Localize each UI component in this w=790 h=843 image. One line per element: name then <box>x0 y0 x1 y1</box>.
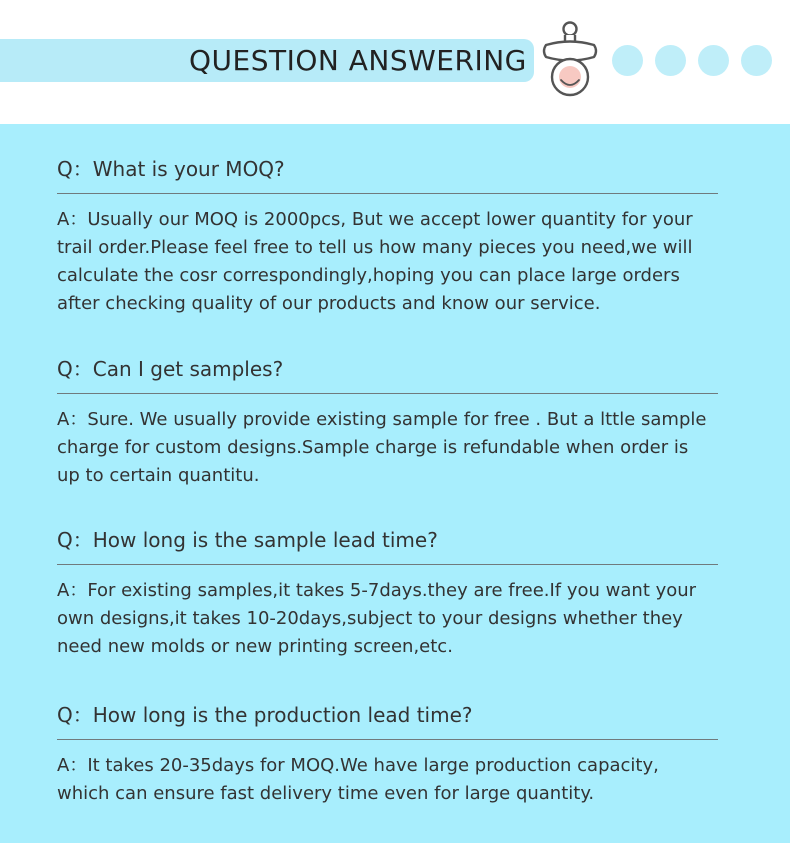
faq-answer: A：Sure. We usually provide existing sample for free . But a lttle sample charge for custom designs.Sample charge is refundable when order is up to certain quantitu. <box>57 409 707 486</box>
faq-item <box>57 355 719 490</box>
divider <box>57 564 718 565</box>
faq-answer: A：Usually our MOQ is 2000pcs, But we accept lower quantity for your trail order.Please feel free to tell us how many pieces you need,we will calculate the cosr correspondingly,hoping you can place large orders after checking quality of our products and know our service. <box>57 209 693 314</box>
faq-item <box>57 701 719 808</box>
page-title: QUESTION ANSWERING <box>189 44 527 77</box>
faq-panel <box>0 124 790 843</box>
divider <box>57 393 718 394</box>
decor-dot <box>612 45 643 76</box>
title-band <box>0 39 534 82</box>
faq-answer: A：For existing samples,it takes 5-7days.they are free.If you want your own designs,it takes 10-20days,subject to your designs whether they need new molds or new printing screen,etc. <box>57 580 697 657</box>
decor-dot <box>655 45 686 76</box>
faq-item <box>57 155 719 318</box>
faq-question: Q：How long is the sample lead time? <box>57 528 438 552</box>
faq-answer: A：It takes 20-35days for MOQ.We have large production capacity, which can ensure fast delivery time even for large quantity. <box>57 755 659 804</box>
decor-dot <box>698 45 729 76</box>
decor-dot <box>741 45 772 76</box>
faq-question: Q：What is your MOQ? <box>57 157 285 181</box>
divider <box>57 193 718 194</box>
pacifier-icon <box>537 18 603 102</box>
faq-question: Q：How long is the production lead time? <box>57 703 473 727</box>
divider <box>57 739 718 740</box>
page-header <box>0 0 790 124</box>
faq-item <box>57 526 719 661</box>
faq-question: Q：Can I get samples? <box>57 357 284 381</box>
